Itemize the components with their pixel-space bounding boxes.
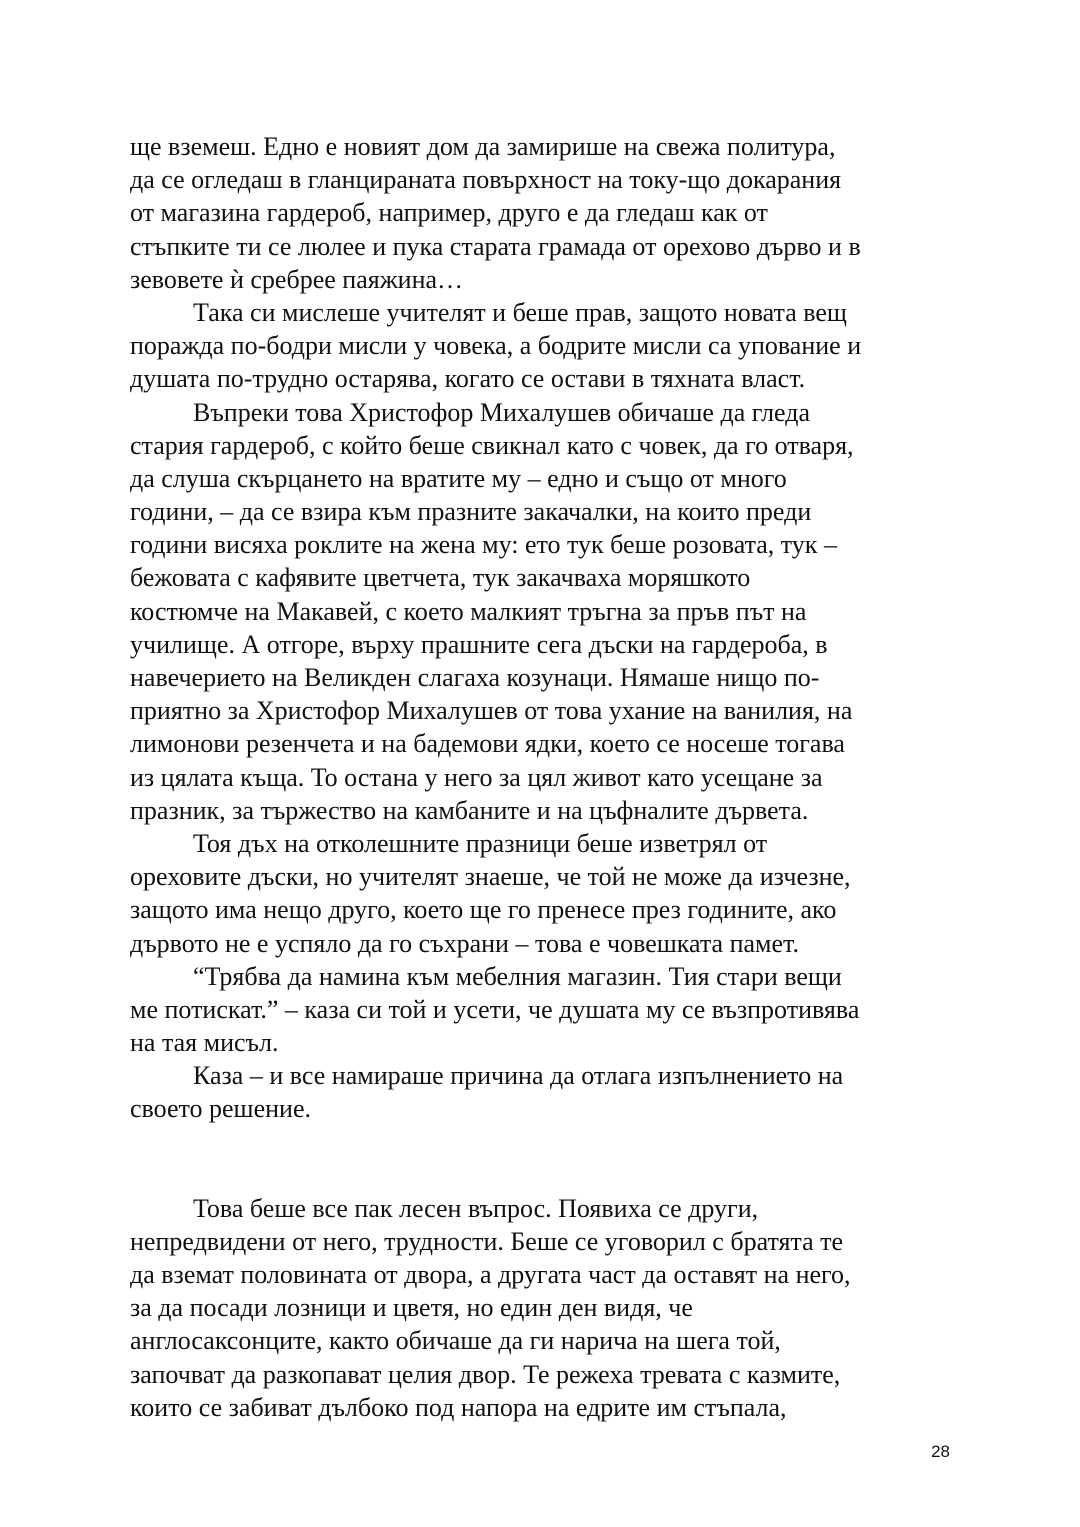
paragraph-first-line: Каза – и все намираше причина да отлага изпълнението на <box>193 1061 844 1091</box>
text-line: училище. А отгоре, върху прашните сега дъски на гардероба, в <box>130 629 828 659</box>
text-line: защото има нещо друго, което ще го пренесе през годините, ако <box>130 895 837 925</box>
text-line: стария гардероб, с който беше свикнал като с човек, да го отваря, <box>130 430 854 460</box>
text-line: на тая мисъл. <box>130 1028 279 1058</box>
paragraph-first-line: Така си мислеше учителят и беше прав, защото новата вещ <box>193 297 847 327</box>
text-line: непредвидени от него, трудности. Беше се уговорил с братята те <box>130 1226 844 1256</box>
text-line: години висяха роклите на жена му: ето тук беше розовата, тук – <box>130 530 837 560</box>
paragraph-first-line: Въпреки това Христофор Михалушев обичаше да гледа <box>193 397 811 427</box>
text-line: да вземат половината от двора, а другата част да оставят на него, <box>130 1260 851 1289</box>
body-text <box>130 130 960 1424</box>
text-line: ще вземеш. Едно е новият дом да замирише на свежа политура, <box>130 132 836 161</box>
text-line: из цялата къща. То остана у него за цял живот като усещане за <box>130 762 823 792</box>
text-line: години, – да се взира към празните закачалки, на които преди <box>130 497 812 527</box>
text-line: ме потискат.” – каза си той и усети, че душата му се възпротивява <box>130 994 860 1024</box>
text-line: своето решение. <box>130 1094 311 1124</box>
text-line: приятно за Христофор Михалушев от това ухание на ванилия, на <box>130 696 853 726</box>
text-line: навечерието на Великден слагаха козунаци. Нямаше нищо по- <box>130 663 820 692</box>
text-line: да се огледаш в гланцираната повърхност на току-що докарания <box>130 165 842 195</box>
text-line: за да посади лозници и цветя, но един ден видя, че <box>130 1293 693 1323</box>
text-line: които се забиват дълбоко под напора на едрите им стъпала, <box>130 1392 787 1422</box>
text-line: дървото не е успяло да го съхрани – това е човешката памет. <box>130 928 799 958</box>
paragraph-first-line: Това беше все пак лесен въпрос. Появиха се други, <box>193 1193 759 1223</box>
text-line: зевовете ѝ сребрее паяжина… <box>130 264 464 294</box>
text-line: лимонови резенчета и на бадемови ядки, което се носеше тогава <box>130 729 845 759</box>
text-line: стъпките ти се люлее и пука старата грамада от орехово дърво и в <box>130 231 861 261</box>
text-line: празник, за тържество на камбаните и на цъфналите дървета. <box>130 795 809 825</box>
paragraph-first-line: Тоя дъх на отколешните празници беше изветрял от <box>193 828 768 858</box>
text-line: англосаксонците, както обичаше да ги нарича на шега той, <box>130 1326 781 1356</box>
text-line: костюмче на Макавей, с което малкият тръгна за пръв път на <box>130 596 807 626</box>
paragraph-first-line: “Трябва да намина към мебелния магазин. Тия стари вещи <box>193 961 842 991</box>
text-line: ореховите дъски, но учителят знаеше, че той не може да изчезне, <box>130 862 851 892</box>
text-line: душата по-трудно остарява, когато се остави в тяхната власт. <box>130 364 806 394</box>
text-line: започват да разкопават целия двор. Те режеха тревата с казмите, <box>130 1359 841 1389</box>
text-line: от магазина гардероб, например, друго е да гледаш как от <box>130 198 768 228</box>
section-break <box>130 1126 960 1192</box>
text-line: да слуша скърцането на вратите му – едно и също от много <box>130 463 787 493</box>
text-line: бежовата с кафявите цветчета, тук закачваха моряшкото <box>130 563 751 593</box>
page-number: 28 <box>931 1442 950 1461</box>
text-line: поражда по-бодри мисли у човека, а бодрите мисли са упование и <box>130 331 862 361</box>
